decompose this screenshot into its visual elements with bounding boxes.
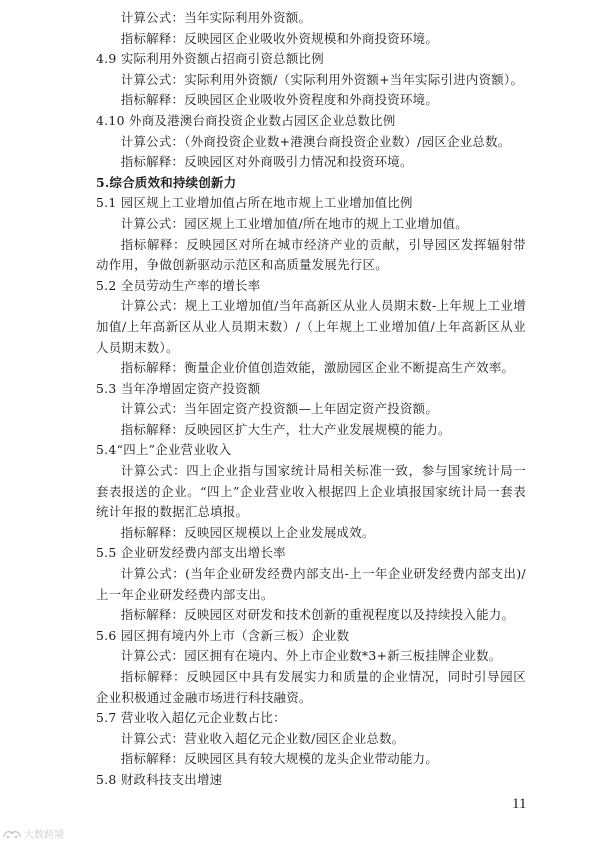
paragraph: 指标解释：反映园区企业吸收外资程度和外商投资环境。 [120,92,439,108]
section-heading: 5.4“四上”企业营业收入 [96,442,232,458]
paragraph: 计算公式：园区拥有在境内、外上市企业数*3+新三板挂牌企业数。 [120,648,502,664]
paragraph: 计算公式：(当年企业研发经费内部支出-上一年企业研发经费内部支出)/上一年企业研发经费内部支出。 [96,566,526,602]
paragraph: 指标解释：反映园区企业吸收外资规模和外商投资环境。 [120,30,439,46]
paragraph: 计算公式：（外商投资企业数+港澳台商投资企业数）/园区企业总数。 [120,133,511,149]
paragraph: 计算公式：营业收入超亿元企业数/园区企业总数。 [120,730,405,746]
logo-icon [2,828,22,840]
section-heading: 5.8 财政科技支出增速 [96,771,223,787]
document-body [96,8,526,791]
paragraph: 计算公式：规上工业增加值/当年高新区从业人员期末数-上年规上工业增加值/上年高新区从业人员期末数）/（上年规上工业增加值/上年高新区从业人员期末数）。 [96,298,526,355]
section-heading: 5.3 当年净增固定资产投资额 [96,380,261,396]
section-heading: 5.7 营业收入超亿元企业数占比： [96,710,286,726]
paragraph: 计算公式：实际利用外资额/（实际利用外资额+当年实际引进内资额）。 [120,71,524,87]
paragraph: 计算公式：四上企业指与国家统计局相关标准一致，参与国家统计局一套表报送的企业。“四上”企业营业收入根据四上企业填报国家统计局一套表统计年报的数据汇总填报。 [96,463,526,520]
paragraph: 指标解释：反映园区具有较大规模的龙头企业带动能力。 [120,751,439,767]
paragraph: 计算公式：当年实际利用外资额。 [120,10,312,25]
page-number: 11 [512,796,527,812]
paragraph: 指标解释：反映园区规模以上企业发展成效。 [120,524,375,540]
watermark [2,826,64,841]
paragraph: 指标解释：衡量企业价值创造效能，激励园区企业不断提高生产效率。 [120,360,515,376]
chapter-heading: 5.综合质效和持续创新力 [96,174,237,190]
paragraph: 指标解释：反映园区中具有发展实力和质量的企业情况，同时引导园区企业积极通过金融市场进行科技融资。 [96,669,526,705]
section-heading: 5.2 全员劳动生产率的增长率 [96,277,261,293]
section-heading: 5.6 园区拥有境内外上市（含新三板）企业数 [96,627,350,643]
section-heading: 5.1 园区规上工业增加值占所在地市规上工业增加值比例 [96,195,413,211]
paragraph: 计算公式：当年固定资产投资额—上年固定资产投资额。 [120,401,439,417]
paragraph: 指标解释：反映园区扩大生产，壮大产业发展规模的能力。 [120,421,451,437]
section-heading: 4.10 外商及港澳台商投资企业数占园区企业总数比例 [96,112,396,128]
paragraph: 指标解释：反映园区对外商吸引力情况和投资环境。 [120,154,413,170]
paragraph: 计算公式：园区规上工业增加值/所在地市的规上工业增加值。 [120,215,468,231]
watermark-text: 大数跨境 [24,830,64,841]
section-heading: 5.5 企业研发经费内部支出增长率 [96,545,286,561]
paragraph: 指标解释：反映园区对研发和技术创新的重视程度以及持续投入能力。 [120,607,515,623]
section-heading: 4.9 实际利用外资额占招商引资总额比例 [96,51,324,67]
paragraph: 指标解释：反映园区对所在城市经济产业的贡献，引导园区发挥辐射带动作用，争做创新驱动示范区和高质量发展先行区。 [96,236,526,273]
